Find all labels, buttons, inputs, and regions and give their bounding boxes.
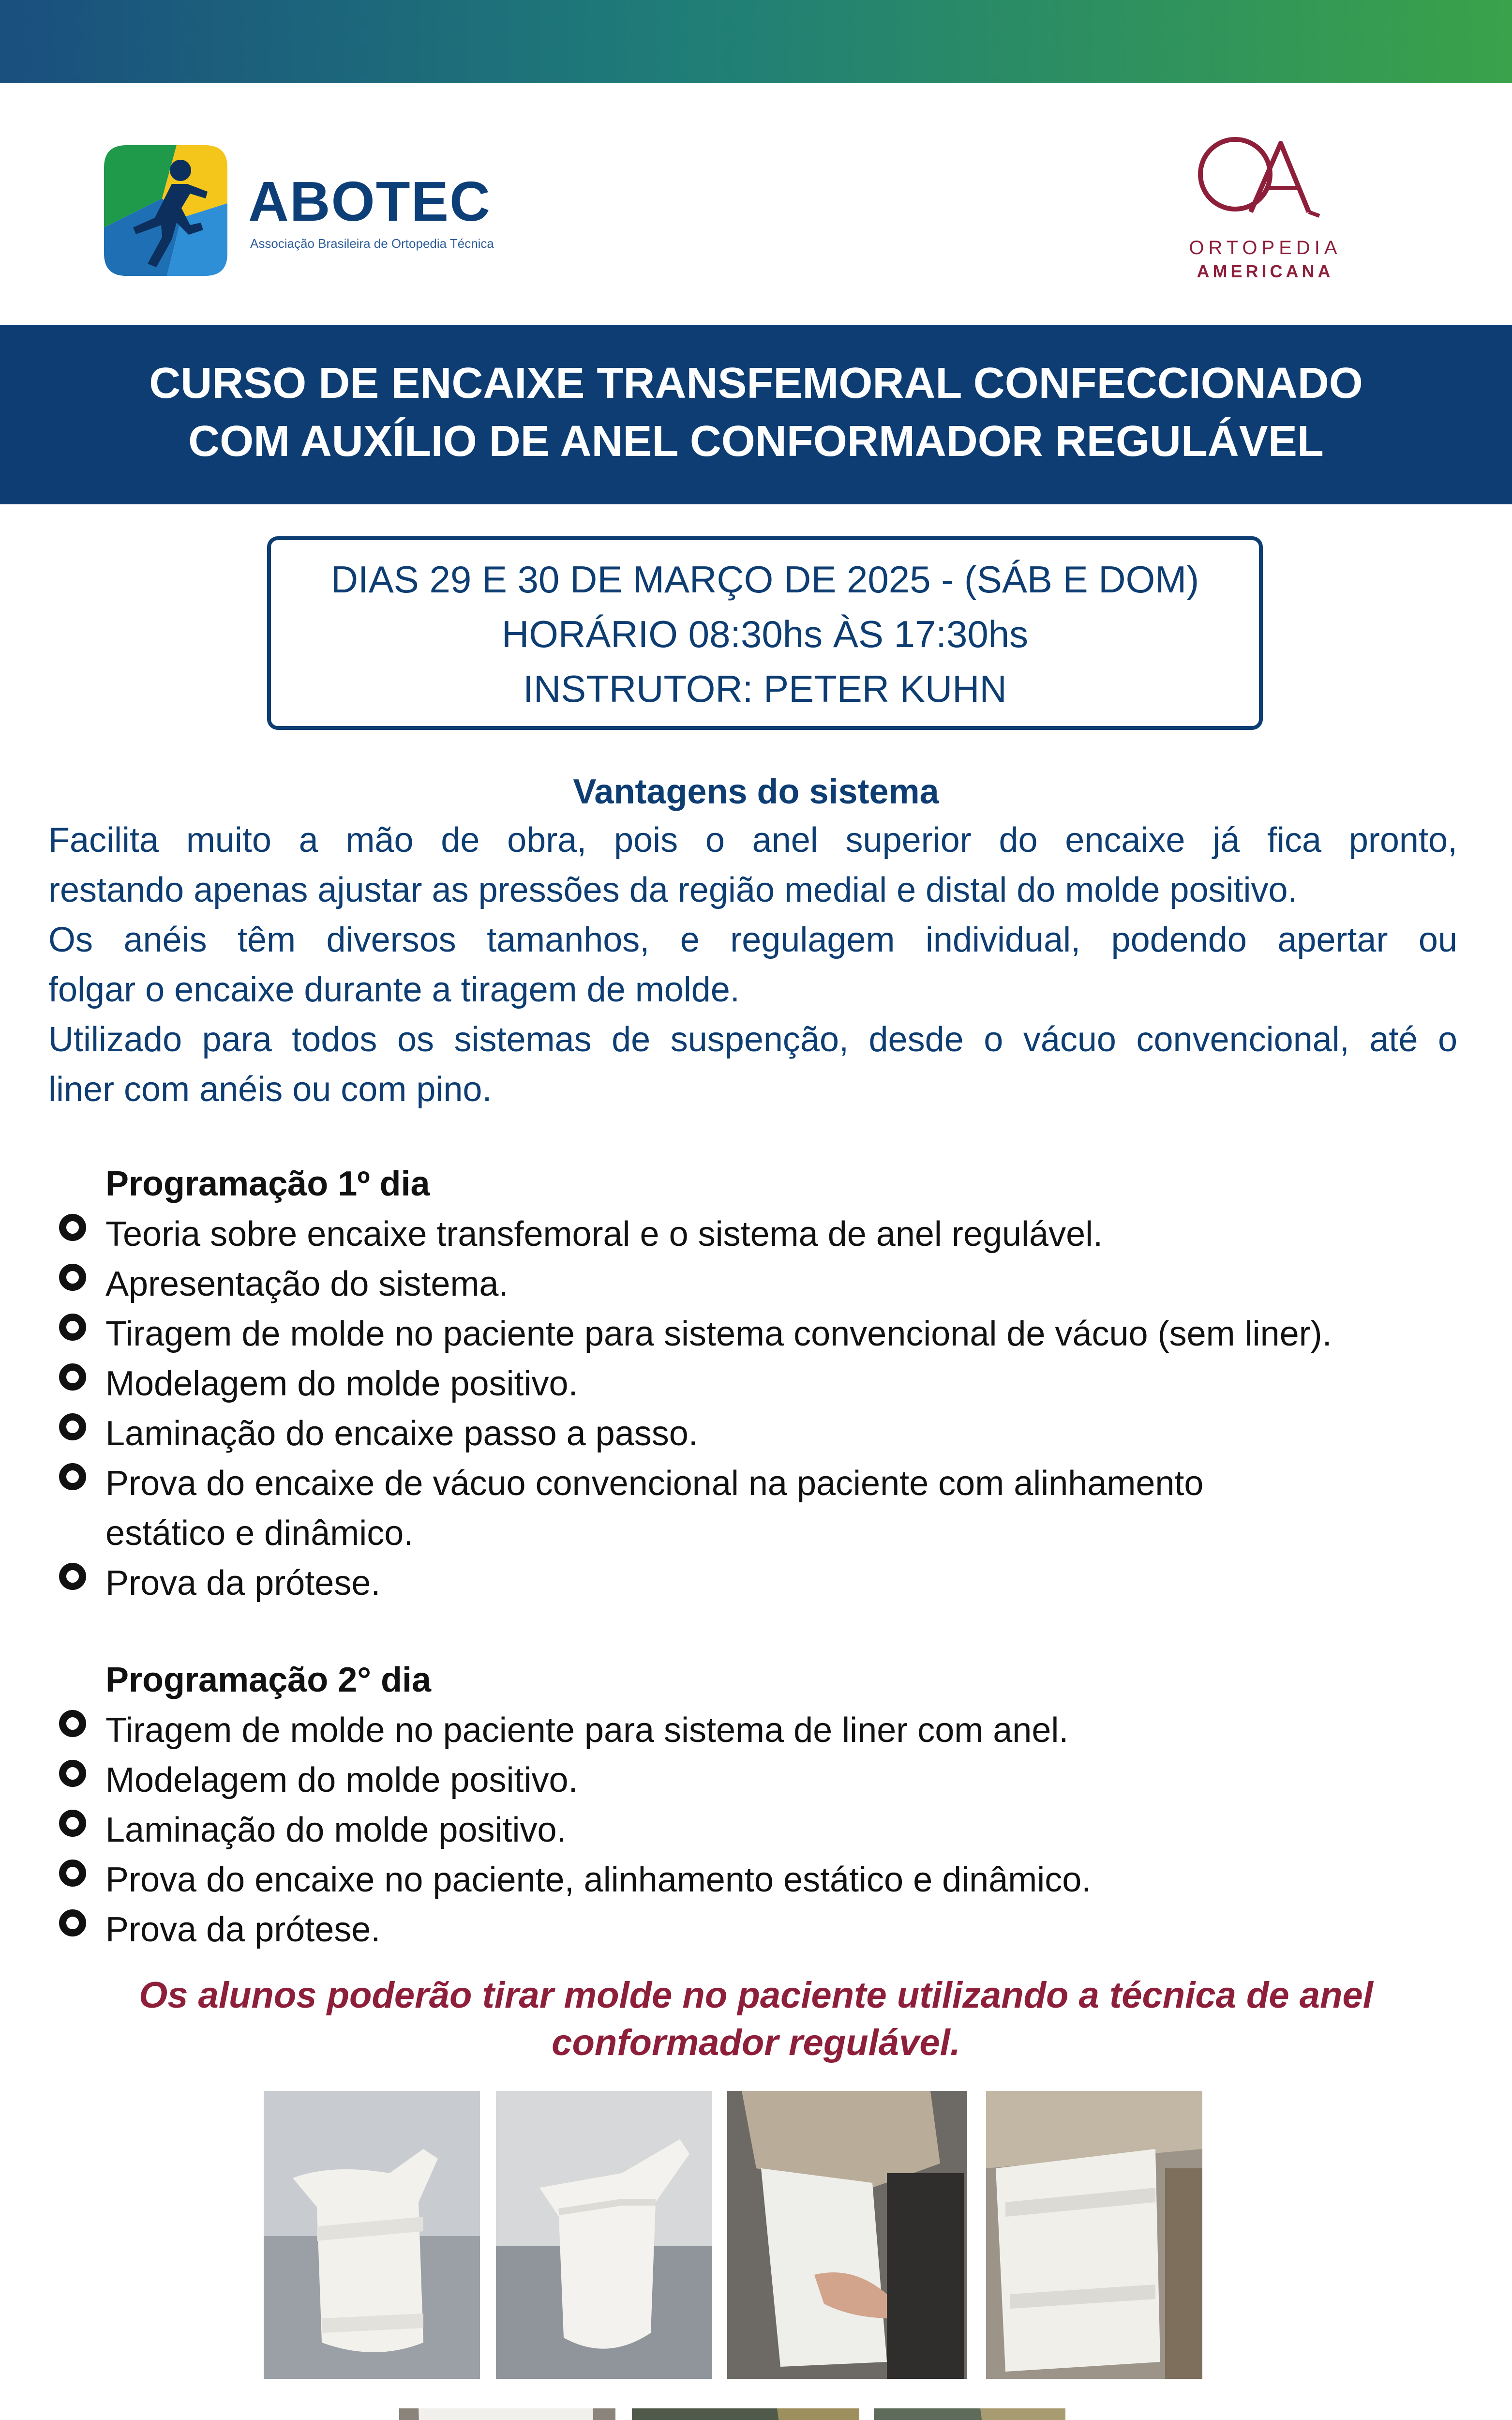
- bullet-icon: [59, 1363, 86, 1391]
- list-item: Modelagem do molde positivo.: [53, 1756, 1481, 1800]
- schedule-time: HORÁRIO 08:30hs ÀS 17:30hs: [501, 613, 1029, 655]
- oa-monogram-icon: [1193, 130, 1323, 227]
- bullet-icon: [59, 1314, 86, 1341]
- abotec-runner-icon: [104, 145, 227, 276]
- list-item: Tiragem de molde no paciente para sistema convencional de vácuo (sem liner).: [53, 1310, 1481, 1353]
- list-item: Laminação do molde positivo.: [53, 1806, 1481, 1849]
- top-gradient-band: [0, 0, 1512, 83]
- photo-mold-fitting-1: [727, 2091, 967, 2379]
- highlight-line1: Os alunos poderão tirar molde no paciente utilizando a técnica de anel: [139, 1975, 1373, 2016]
- schedule-dates: DIAS 29 E 30 DE MARÇO DE 2025 - (SÁB E DOM): [330, 558, 1199, 601]
- list-item: Prova da prótese.: [53, 1559, 1481, 1603]
- bullet-icon: [59, 1563, 86, 1590]
- advantages-line: liner com anéis ou com pino.: [48, 1070, 492, 1109]
- bullet-icon: [59, 1214, 86, 1241]
- day2-title: Programação 2° dia: [105, 1661, 432, 1699]
- advantages-line: restando apenas ajustar as pressões da região medial e distal do molde positivo.: [48, 871, 1298, 909]
- list-item: Apresentação do sistema.: [53, 1260, 1481, 1303]
- oa-line2: AMERICANA: [1197, 261, 1334, 281]
- photo-laminated-socket-1: [632, 2408, 859, 2420]
- bullet-icon: [59, 1810, 86, 1837]
- list-item-continuation: estático e dinâmico.: [105, 1514, 414, 1553]
- abotec-name: ABOTEC: [248, 170, 491, 233]
- list-item: Prova do encaixe de vácuo convencional na paciente com alinhamento: [53, 1459, 1481, 1503]
- photo-socket-white-1: [264, 2091, 480, 2379]
- schedule-box: [267, 536, 1263, 730]
- abotec-subtitle: Associação Brasileira de Ortopedia Técnica: [250, 236, 494, 251]
- photo-mold-fitting-2: [986, 2091, 1202, 2379]
- abotec-logo: [104, 145, 530, 276]
- course-title-band: [0, 325, 1512, 504]
- ortopedia-americana-logo: [1159, 130, 1372, 285]
- advantages-line: Utilizado para todos os sistemas de suspenção, desde o vácuo convencional, até o: [48, 1020, 1457, 1059]
- bullet-icon: [59, 1760, 86, 1787]
- advantages-line: Os anéis têm diversos tamanhos, e regulagem individual, podendo apertar ou: [48, 921, 1457, 959]
- list-item: Prova do encaixe no paciente, alinhamento estático e dinâmico.: [53, 1856, 1481, 1899]
- bullet-icon: [59, 1710, 86, 1737]
- day1-title: Programação 1º dia: [105, 1165, 430, 1203]
- advantages-line: folgar o encaixe durante a tiragem de molde.: [48, 970, 740, 1009]
- schedule-instructor: INSTRUTOR: PETER KUHN: [523, 667, 1007, 710]
- advantages-title: Vantagens do sistema: [573, 772, 939, 811]
- highlight-line2: conformador regulável.: [552, 2022, 960, 2063]
- list-item: Teoria sobre encaixe transfemoral e o sistema de anel regulável.: [53, 1210, 1481, 1254]
- oa-line1: ORTOPEDIA: [1189, 237, 1342, 258]
- advantages-line: Facilita muito a mão de obra, pois o anel superior do encaixe já fica pronto,: [48, 821, 1457, 860]
- bullet-icon: [59, 1463, 86, 1490]
- list-item: Prova da prótese.: [53, 1906, 1481, 1949]
- bullet-icon: [59, 1909, 86, 1936]
- photo-laminated-socket-2: [874, 2408, 1065, 2420]
- course-title-line1: CURSO DE ENCAIXE TRANSFEMORAL CONFECCIONADO: [149, 359, 1363, 408]
- bullet-icon: [59, 1413, 86, 1440]
- bullet-icon: [59, 1860, 86, 1887]
- course-title-line2: COM AUXÍLIO DE ANEL CONFORMADOR REGULÁVEL: [188, 417, 1324, 466]
- list-item: Tiragem de molde no paciente para sistema de liner com anel.: [53, 1706, 1481, 1750]
- list-item: Laminação do encaixe passo a passo.: [53, 1409, 1481, 1453]
- list-item: Modelagem do molde positivo.: [53, 1360, 1481, 1403]
- photo-mold-fitting-3: [399, 2408, 615, 2420]
- bullet-icon: [59, 1264, 86, 1291]
- photo-socket-white-2: [496, 2091, 712, 2379]
